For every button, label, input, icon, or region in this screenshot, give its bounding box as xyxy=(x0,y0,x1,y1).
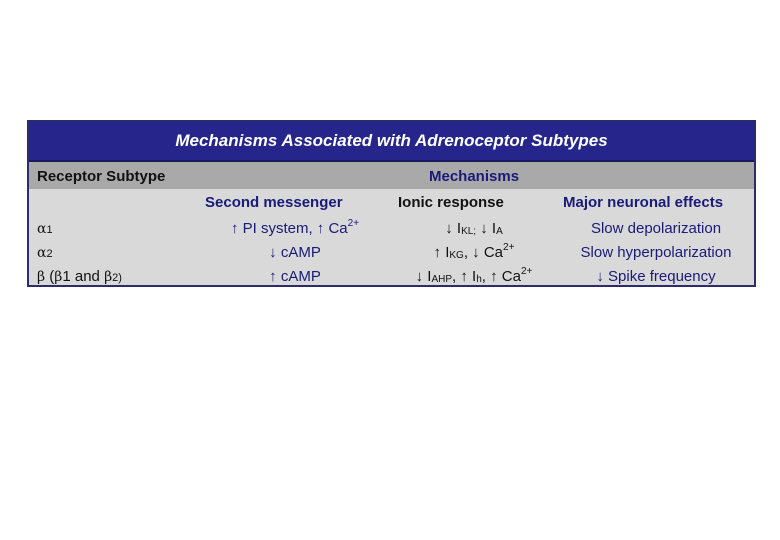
current-subscript: AHP xyxy=(431,274,453,285)
table-body xyxy=(29,189,754,287)
second-messenger-text: ↑ PI system, ↑ Ca xyxy=(230,220,348,237)
receptor-cell xyxy=(37,220,53,237)
ionic-response-cell xyxy=(389,268,559,285)
alpha-symbol: α xyxy=(37,221,47,237)
ionic-current: , ↑ Ca xyxy=(481,268,521,285)
neuronal-effects-header: Major neuronal effects xyxy=(563,194,724,211)
ionic-response-header: Ionic response xyxy=(398,194,504,211)
current-subscript: KG xyxy=(449,250,464,261)
ionic-response-cell xyxy=(389,244,559,261)
receptor-cell xyxy=(37,244,53,261)
current-subscript: KL; xyxy=(461,226,477,237)
header-band xyxy=(29,162,754,189)
neuronal-effect-cell: Slow depolarization xyxy=(590,220,722,237)
ionic-current: ↑ I xyxy=(433,244,450,261)
ionic-current: ↓ I xyxy=(445,220,462,237)
ionic-current: , ↑ I xyxy=(452,268,477,285)
mechanisms-header: Mechanisms xyxy=(429,168,520,185)
ionic-response-cell xyxy=(389,220,559,237)
neuronal-effect-cell: ↓ Spike frequency xyxy=(596,268,716,285)
receptor-paren: ( xyxy=(45,268,55,285)
second-messenger-cell: ↓ cAMP xyxy=(269,244,321,261)
alpha-symbol: α xyxy=(37,245,47,261)
receptor-text: 1 and xyxy=(62,268,105,285)
charge-superscript: 2+ xyxy=(347,218,360,229)
receptor-subscript: 1 xyxy=(46,224,53,236)
adrenoceptor-table xyxy=(27,120,756,287)
ionic-current: ↓ I xyxy=(415,268,432,285)
charge-superscript: 2+ xyxy=(503,242,515,253)
charge-superscript: 2+ xyxy=(520,266,533,277)
second-messenger-cell: ↑ cAMP xyxy=(269,268,321,285)
current-subscript: A xyxy=(496,226,503,237)
current-subscript: h xyxy=(476,274,482,285)
beta-symbol: β xyxy=(37,269,46,285)
table-row xyxy=(29,244,754,268)
second-messenger-header: Second messenger xyxy=(205,194,343,211)
receptor-subscript: 2 xyxy=(46,248,53,260)
table-title xyxy=(29,122,754,162)
receptor-text: 2) xyxy=(112,272,122,284)
second-messenger-cell xyxy=(205,220,385,237)
ionic-current: , ↓ Ca xyxy=(463,244,504,261)
beta-symbol: β xyxy=(54,269,63,285)
table-row xyxy=(29,220,754,244)
table-row xyxy=(29,268,754,292)
table-title-text: Mechanisms Associated with Adrenoceptor Subtypes xyxy=(175,131,608,150)
neuronal-effect-cell: Slow hyperpolarization xyxy=(580,244,732,261)
receptor-subtype-header: Receptor Subtype xyxy=(37,168,166,185)
beta-symbol: β xyxy=(104,269,113,285)
receptor-cell xyxy=(37,268,122,285)
ionic-current: ↓ I xyxy=(476,220,497,237)
